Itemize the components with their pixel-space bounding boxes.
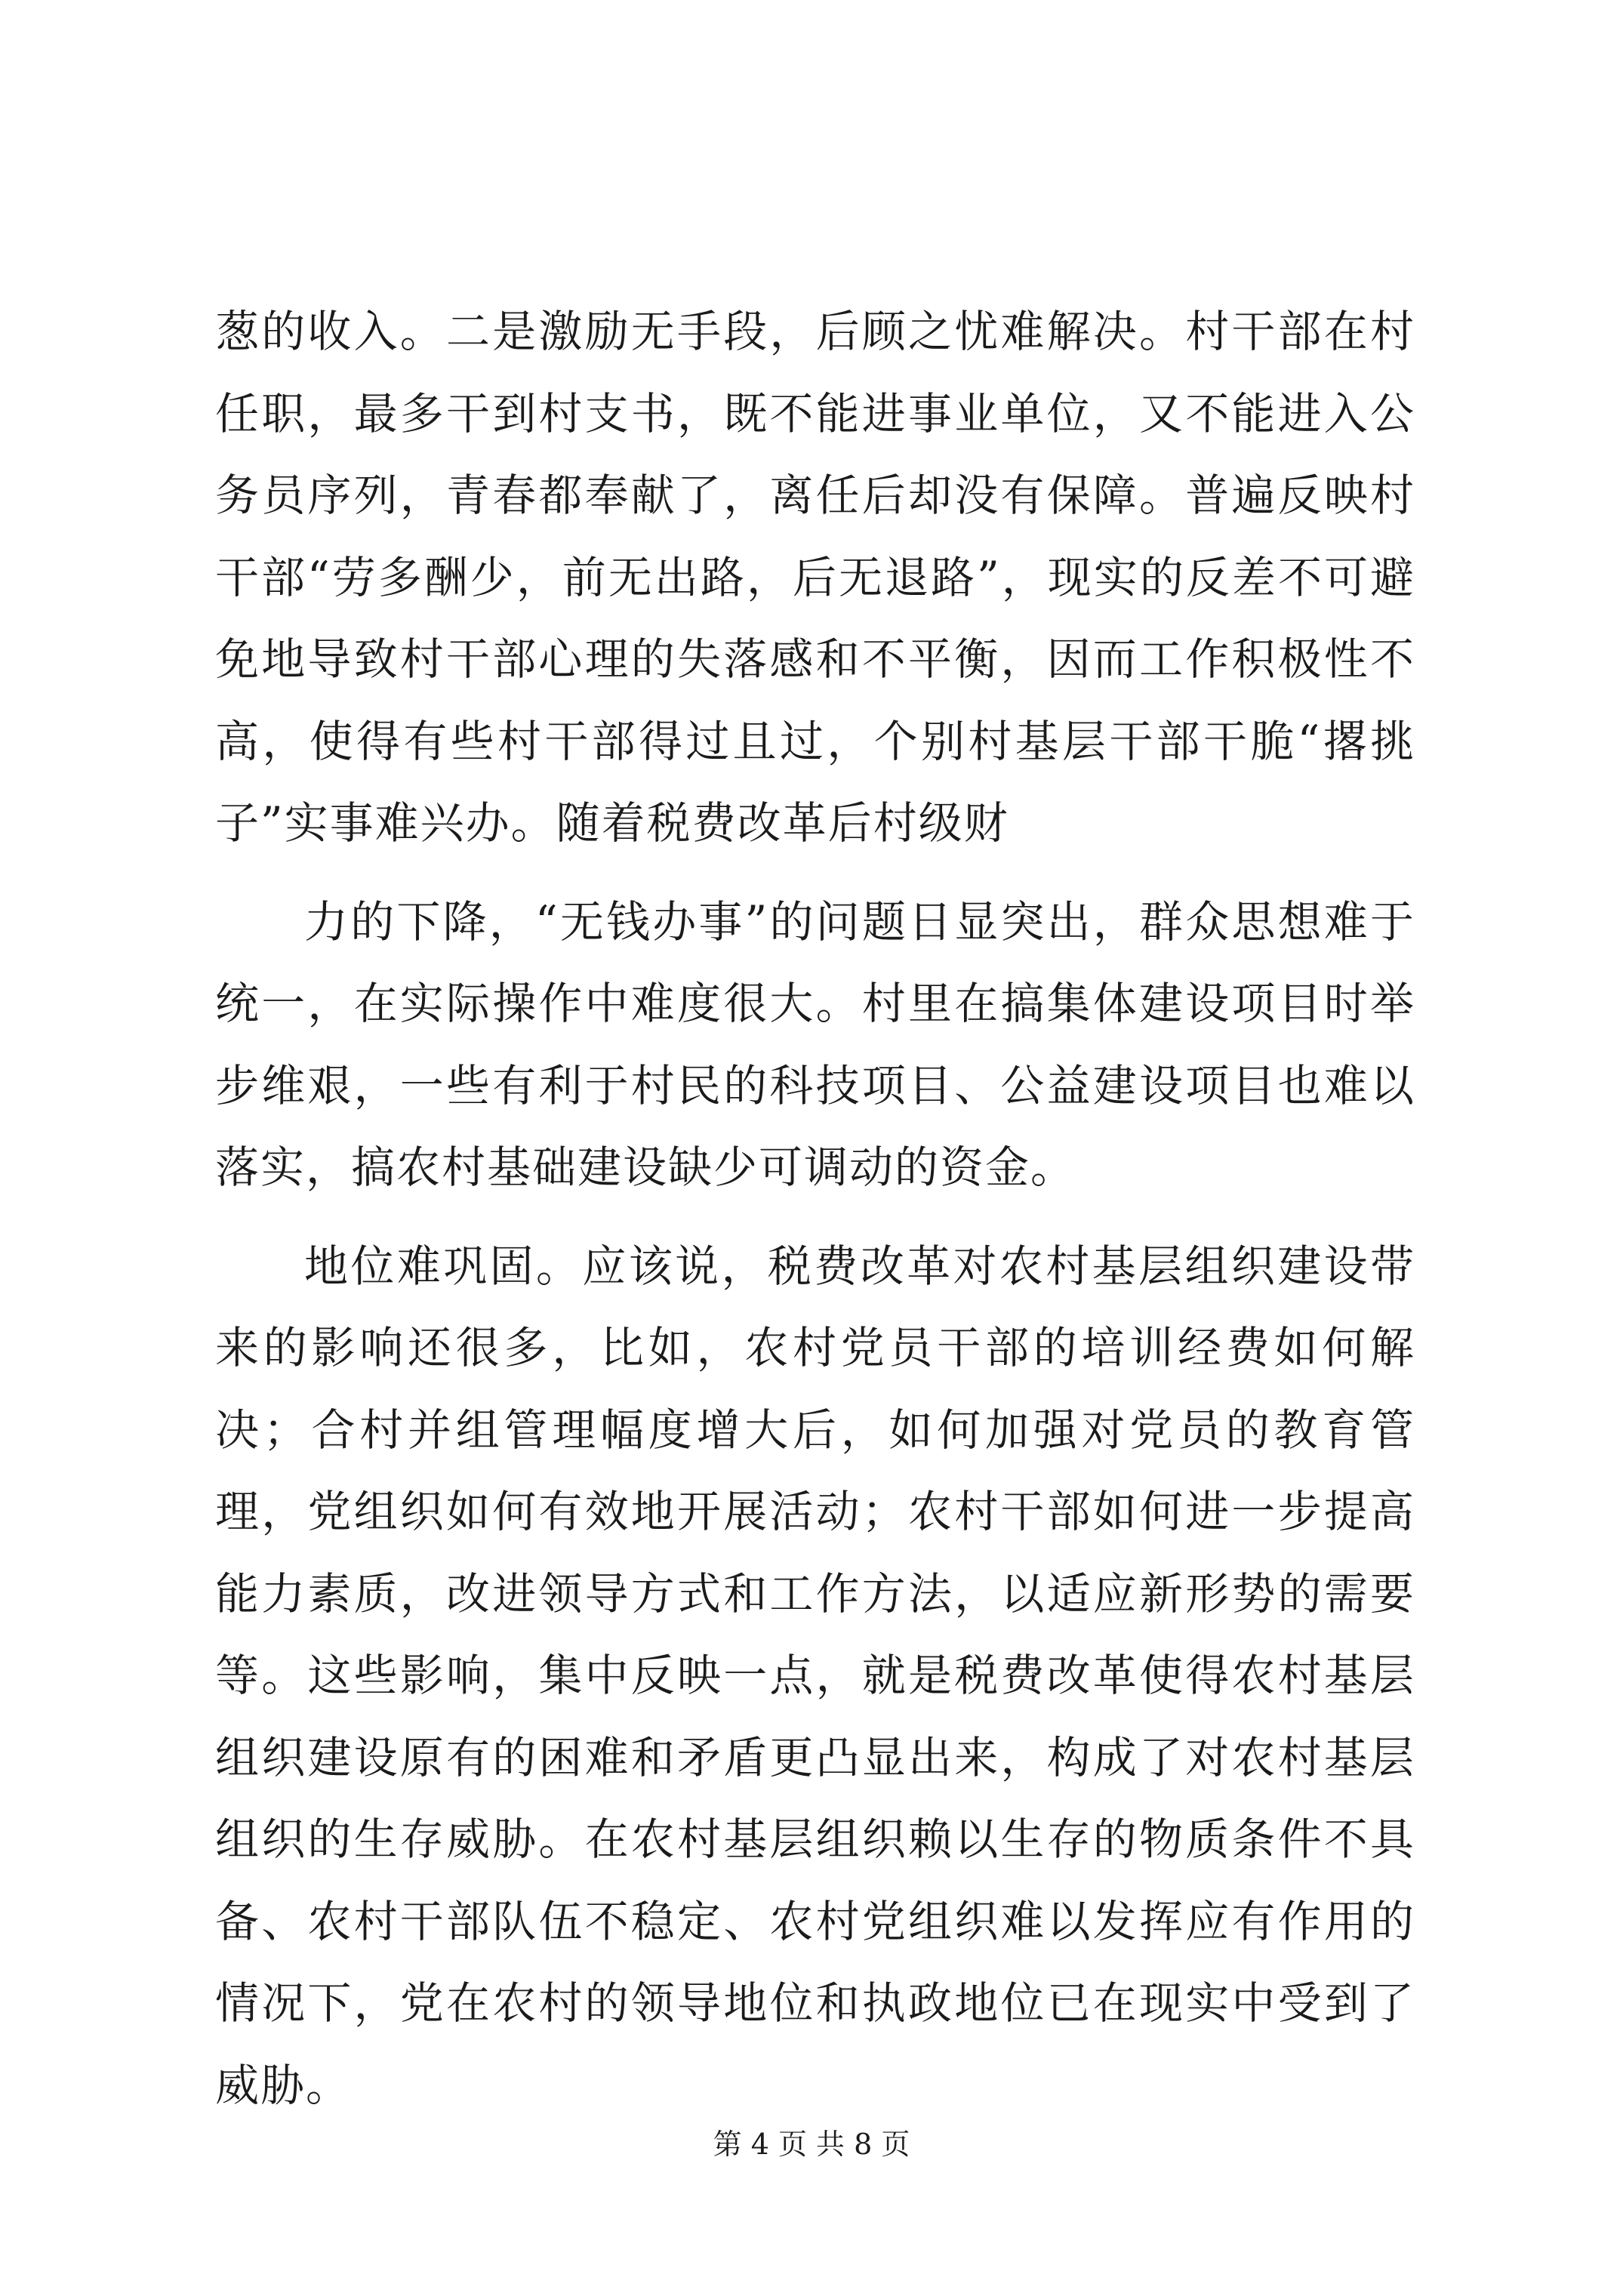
- paragraph-3: 地位难巩固。应该说，税费改革对农村基层组织建设带来的影响还很多，比如，农村党员干部的培训经费如何解决；合村并组管理幅度增大后，如何加强对党员的教育管理，党组织如何有效地开展活动；农村干部如何进一步提高能力素质，改进领导方式和工作方法，以适应新形势的需要等。这些影响，集中反映一点，就是税费改革使得农村基层组织建设原有的困难和矛盾更凸显出来，构成了对农村基层组织的生存威胁。在农村基层组织赖以生存的物质条件不具备、农村干部队伍不稳定、农村党组织难以发挥应有作用的情况下，党在农村的领导地位和执政地位已在现实中受到了威胁。: [215, 1240, 1415, 2111]
- paragraph-1: 葱的收入。二是激励无手段，后顾之忧难解决。村干部在村任职，最多干到村支书，既不能进事业单位，又不能进入公务员序列，青春都奉献了，离任后却没有保障。普遍反映村干部“劳多酬少，前无出路，后无退路”，现实的反差不可避免地导致村干部心理的失落感和不平衡，因而工作积极性不高，使得有些村干部得过且过，个别村基层干部干脆“撂挑子”实事难兴办。随着税费改革后村级财: [215, 306, 1415, 849]
- document-body: [215, 291, 1415, 2126]
- paragraph-2: 力的下降，“无钱办事”的问题日显突出，群众思想难于统一，在实际操作中难度很大。村里在搞集体建设项目时举步维艰，一些有利于村民的科技项目、公益建设项目也难以落实，搞农村基础建设缺少可调动的资金。: [215, 895, 1415, 1193]
- page-number-footer: 第 4 页 共 8 页: [713, 2128, 910, 2161]
